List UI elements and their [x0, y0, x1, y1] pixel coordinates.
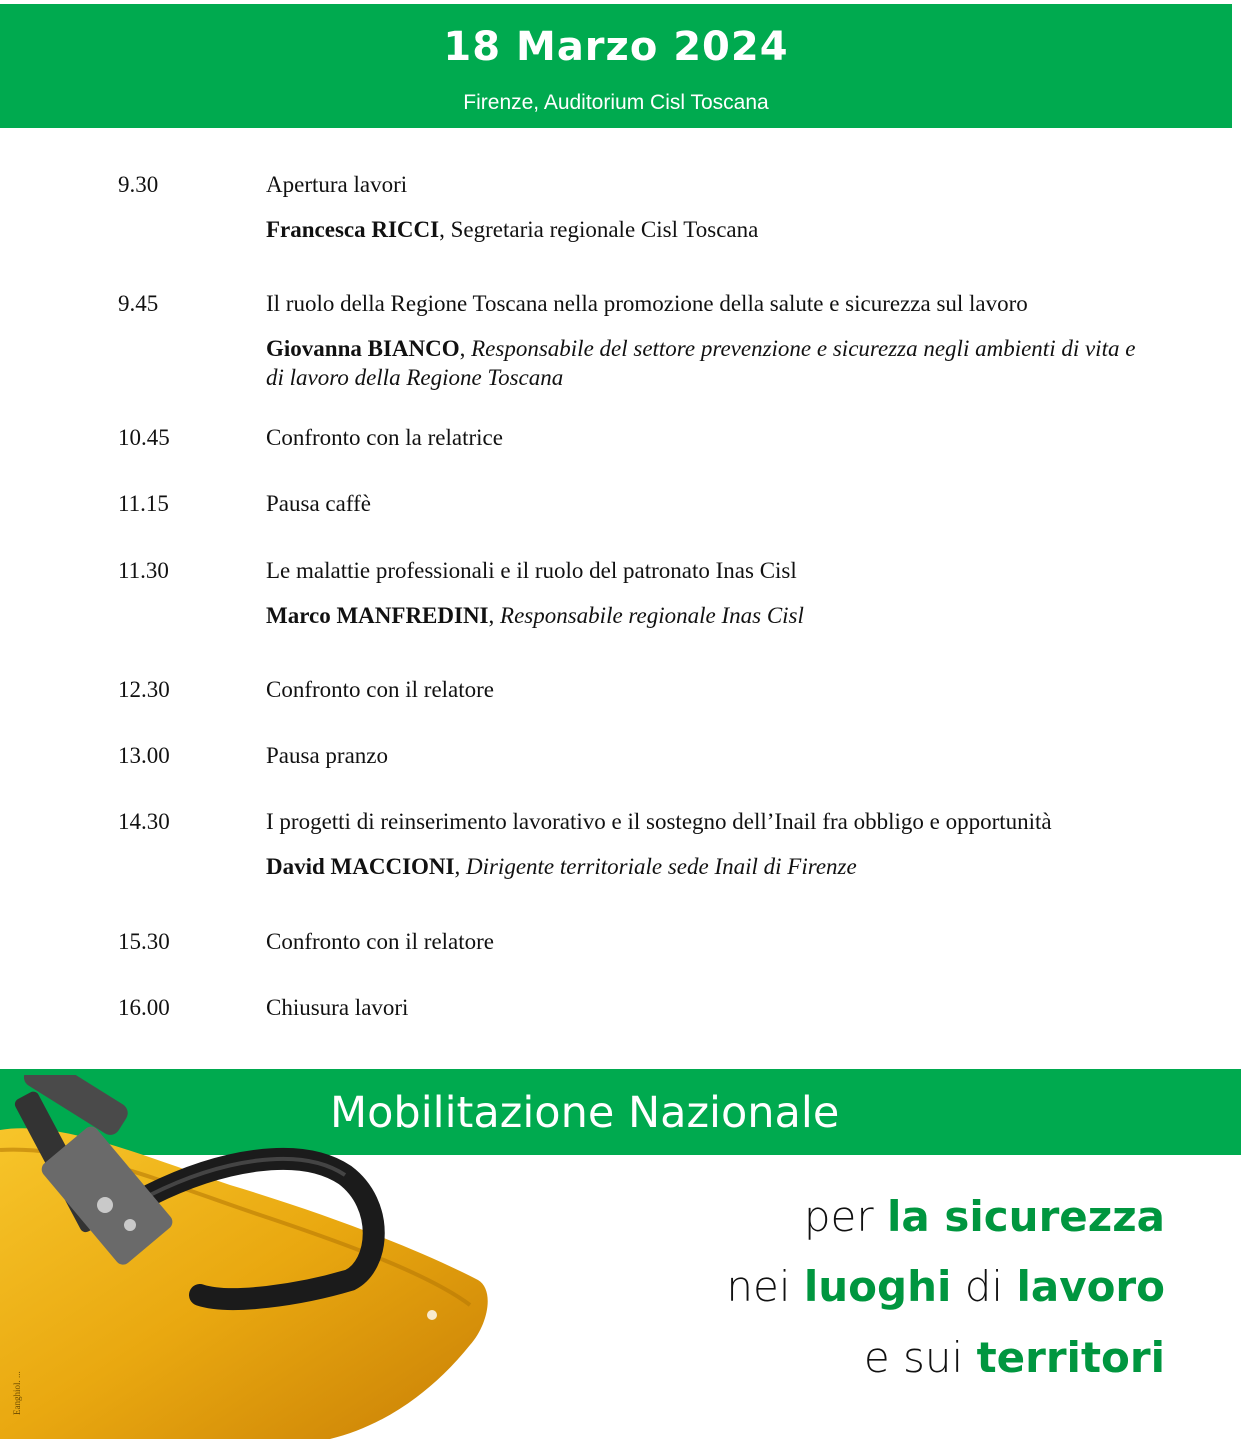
schedule-title: Apertura lavori	[266, 172, 408, 197]
speaker-line: Francesca RICCI, Segretaria regionale Cisl Toscana	[266, 217, 759, 242]
schedule-time: 12.30	[118, 677, 170, 702]
schedule-time: 16.00	[118, 995, 170, 1020]
slogan-highlight: la sicurezza	[887, 1192, 1165, 1241]
speaker-line: Marco MANFREDINI, Responsabile regionale Inas Cisl	[266, 603, 804, 628]
speaker-role: Responsabile regionale Inas Cisl	[500, 603, 804, 628]
slogan-word: e sui	[863, 1333, 964, 1382]
footer-banner-title: Mobilitazione Nazionale	[330, 1088, 840, 1138]
speaker-name: Giovanna BIANCO	[266, 336, 460, 361]
schedule-title: Chiusura lavori	[266, 995, 409, 1020]
slogan-line-1	[804, 1192, 1165, 1241]
header-banner	[0, 4, 1232, 128]
photo-credit: Eanghiol. ...	[12, 1371, 22, 1415]
schedule-title: Le malattie professionali e il ruolo del patronato Inas Cisl	[266, 558, 797, 583]
schedule-title: Pausa caffè	[266, 491, 371, 516]
schedule-time: 13.00	[118, 743, 170, 768]
schedule-title: Confronto con il relatore	[266, 677, 495, 702]
schedule-time: 15.30	[118, 929, 170, 954]
slogan-word: per	[803, 1192, 874, 1241]
schedule-title: Confronto con la relatrice	[266, 425, 503, 450]
schedule-title: Confronto con il relatore	[266, 929, 495, 954]
speaker-role: Responsabile del settore prevenzione e sicurezza negli ambienti di vita e di lavoro della Regione Toscana	[266, 336, 1136, 390]
schedule-title: Il ruolo della Regione Toscana nella promozione della salute e sicurezza sul lavoro	[266, 291, 1028, 316]
hard-hat-image	[0, 1075, 500, 1439]
slogan-word: nei	[726, 1262, 791, 1311]
schedule-time: 9.30	[118, 172, 159, 197]
speaker-name: Marco MANFREDINI	[266, 603, 489, 628]
slogan-word: di	[964, 1262, 1004, 1311]
schedule-time: 9.45	[118, 291, 159, 316]
schedule-time: 11.15	[118, 491, 169, 516]
speaker-name: David MACCIONI	[266, 854, 455, 879]
schedule-title: I progetti di reinserimento lavorativo e il sostegno dell’Inail fra obbligo e opportunità	[266, 809, 1052, 834]
speaker-role: Dirigente territoriale sede Inail di Firenze	[465, 854, 857, 879]
slogan-highlight: luoghi	[803, 1262, 952, 1311]
slogan-line-3	[864, 1333, 1165, 1382]
schedule-time: 14.30	[118, 809, 170, 834]
speaker-line: David MACCIONI, Dirigente territoriale sede Inail di Firenze	[266, 854, 857, 879]
slogan-highlight: lavoro	[1016, 1262, 1165, 1311]
speaker-line: Giovanna BIANCO, Responsabile del settore prevenzione e sicurezza negli ambienti di vita e di lavoro della Regione Toscana	[266, 336, 1136, 390]
schedule-time: 10.45	[118, 425, 170, 450]
schedule-title: Pausa pranzo	[266, 743, 388, 768]
event-date: 18 Marzo 2024	[443, 24, 789, 70]
speaker-name: Francesca RICCI	[266, 217, 440, 242]
slogan-line-2	[726, 1262, 1165, 1311]
slogan-highlight: territori	[976, 1333, 1165, 1382]
event-location: Firenze, Auditorium Cisl Toscana	[463, 91, 769, 114]
schedule-time: 11.30	[118, 558, 169, 583]
speaker-role: Segretaria regionale Cisl Toscana	[450, 217, 759, 242]
